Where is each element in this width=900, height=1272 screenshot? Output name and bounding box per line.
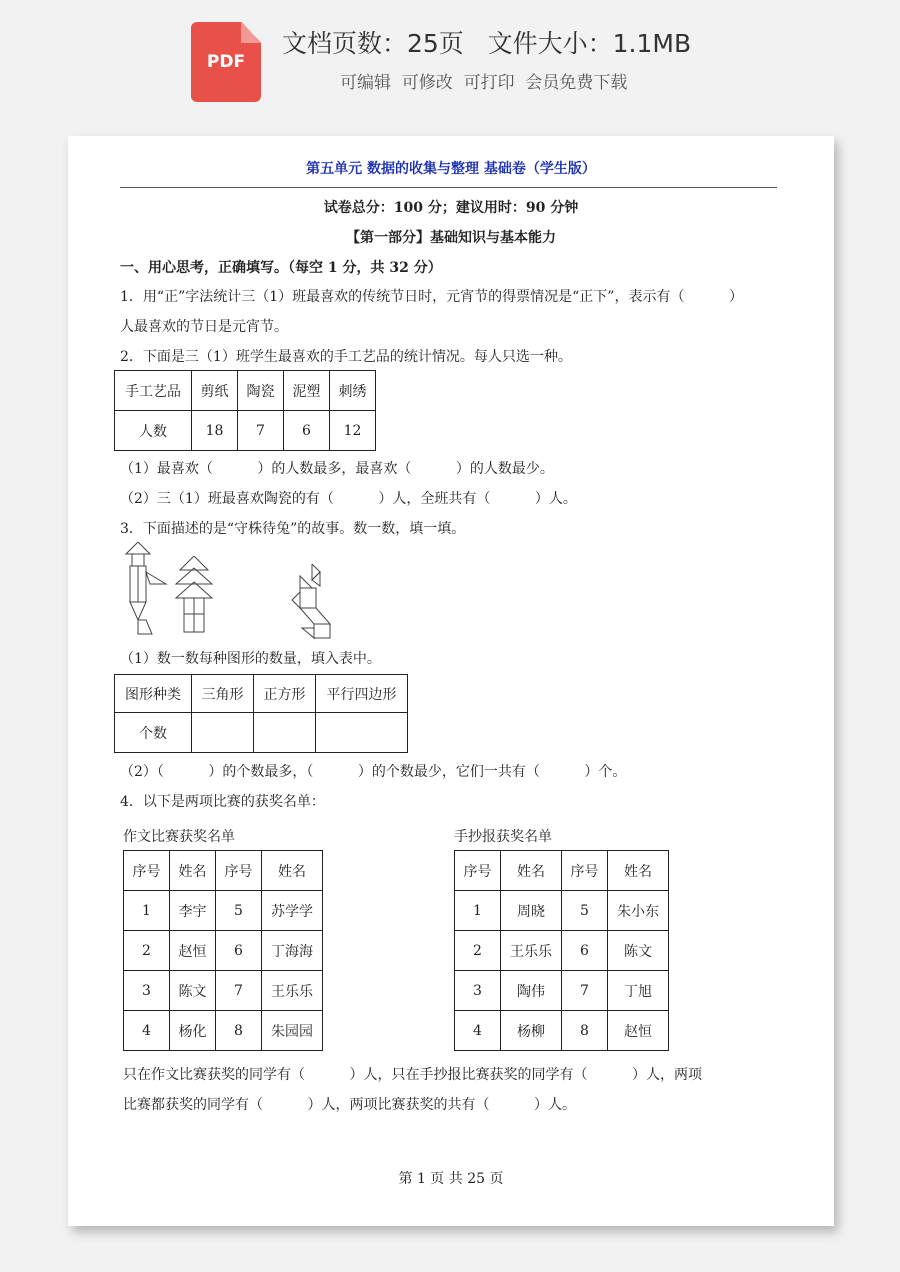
table-cell: 1: [124, 891, 170, 931]
table-cell: 陶伟: [501, 971, 562, 1011]
table-cell: 6: [284, 411, 330, 451]
table-cell: 6: [216, 931, 262, 971]
table-cell: 苏学学: [262, 891, 323, 931]
table-cell: 三角形: [192, 675, 254, 713]
answer-cell[interactable]: [254, 713, 316, 753]
table-cell: 杨柳: [501, 1011, 562, 1051]
table-cell: 手工艺品: [115, 371, 192, 411]
table-cell: 丁旭: [608, 971, 669, 1011]
table-cell: 泥塑: [284, 371, 330, 411]
table-cell: 姓名: [608, 851, 669, 891]
table-cell: 王乐乐: [262, 971, 323, 1011]
table-cell: 5: [562, 891, 608, 931]
table-cell: 6: [562, 931, 608, 971]
q4-text: 4．以下是两项比赛的获奖名单：: [120, 794, 325, 810]
q3-sub2: （2）（ ）的个数最多，（ ）的个数最少，它们一共有（ ）个。: [120, 764, 627, 780]
table-cell: 李宇: [170, 891, 216, 931]
doc-title: 第五单元 数据的收集与整理 基础卷（学生版）: [306, 161, 596, 177]
table-cell: 7: [562, 971, 608, 1011]
pdf-icon-label: PDF: [206, 52, 246, 72]
table-cell: 陶瓷: [238, 371, 284, 411]
exam-info: 试卷总分：100 分；建议用时：90 分钟: [323, 200, 579, 216]
answer-cell[interactable]: [192, 713, 254, 753]
table-cell: 赵恒: [170, 931, 216, 971]
crafts-table: [114, 370, 376, 451]
table-cell: 7: [216, 971, 262, 1011]
q2-sub2: （2）三（1）班最喜欢陶瓷的有（ ）人，全班共有（ ）人。: [120, 491, 577, 507]
table-cell: 7: [238, 411, 284, 451]
q1-line2: 人最喜欢的节日是元宵节。: [120, 319, 288, 335]
table-cell: 姓名: [262, 851, 323, 891]
table-cell: 人数: [115, 411, 192, 451]
table-cell: 平行四边形: [316, 675, 408, 713]
q3-text: 3．下面描述的是“守株待兔”的故事。数一数，填一填。: [120, 521, 466, 537]
table-cell: 姓名: [501, 851, 562, 891]
banner: [0, 0, 900, 120]
table-cell: 杨化: [170, 1011, 216, 1051]
table-cell: 2: [124, 931, 170, 971]
table-cell: 18: [192, 411, 238, 451]
doc-features-line: 可编辑 可修改 可打印 会员免费下载: [340, 73, 628, 93]
pdf-fold-corner: [241, 22, 261, 43]
title-rule: [120, 187, 777, 188]
handcopy-award-title: 手抄报获奖名单: [454, 829, 552, 845]
table-cell: 12: [330, 411, 376, 451]
shapes-table: [114, 674, 408, 753]
handcopy-award-table: [454, 850, 669, 1051]
table-cell: 朱园园: [262, 1011, 323, 1051]
table-cell: 剪纸: [192, 371, 238, 411]
table-cell: 姓名: [170, 851, 216, 891]
q3-sub1: （1）数一数每种图形的数量，填入表中。: [120, 651, 381, 667]
table-cell: 2: [455, 931, 501, 971]
table-cell: 陈文: [608, 931, 669, 971]
table-cell: 正方形: [254, 675, 316, 713]
q4-line1: 只在作文比赛获奖的同学有（ ）人，只在手抄报比赛获奖的同学有（ ）人，两项: [123, 1067, 703, 1083]
table-cell: 8: [216, 1011, 262, 1051]
table-cell: 陈文: [170, 971, 216, 1011]
table-cell: 5: [216, 891, 262, 931]
table-cell: 序号: [562, 851, 608, 891]
table-cell: 个数: [115, 713, 192, 753]
table-cell: 序号: [455, 851, 501, 891]
q4-line2: 比赛都获奖的同学有（ ）人，两项比赛获奖的共有（ ）人。: [123, 1097, 577, 1113]
part-heading: 【第一部分】基础知识与基本能力: [346, 230, 556, 246]
tangram-rabbit-figure: [290, 564, 336, 640]
table-cell: 王乐乐: [501, 931, 562, 971]
table-cell: 3: [455, 971, 501, 1011]
table-cell: 4: [455, 1011, 501, 1051]
document-page: [68, 136, 834, 1226]
table-cell: 刺绣: [330, 371, 376, 411]
table-cell: 赵恒: [608, 1011, 669, 1051]
section-heading: 一、用心思考，正确填写。（每空 1 分，共 32 分）: [120, 260, 442, 276]
table-cell: 丁海海: [262, 931, 323, 971]
q1-line1: 1．用“正”字法统计三（1）班最喜欢的传统节日时，元宵节的得票情况是“正下”，表示有（ ）: [120, 289, 743, 305]
page-footer: 第 1 页 共 25 页: [398, 1171, 504, 1187]
q2-text: 2．下面是三（1）班学生最喜欢的手工艺品的统计情况。每人只选一种。: [120, 349, 572, 365]
table-cell: 朱小东: [608, 891, 669, 931]
answer-cell[interactable]: [316, 713, 408, 753]
table-cell: 3: [124, 971, 170, 1011]
table-cell: 序号: [124, 851, 170, 891]
table-cell: 4: [124, 1011, 170, 1051]
q2-sub1: （1）最喜欢（ ）的人数最多，最喜欢（ ）的人数最少。: [120, 461, 554, 477]
doc-info-line: 文档页数：25页 文件大小：1.1MB: [282, 29, 692, 58]
table-cell: 图形种类: [115, 675, 192, 713]
essay-award-title: 作文比赛获奖名单: [123, 829, 235, 845]
table-cell: 1: [455, 891, 501, 931]
tangram-tree-figure: [174, 556, 214, 638]
table-cell: 8: [562, 1011, 608, 1051]
table-cell: 周晓: [501, 891, 562, 931]
table-cell: 序号: [216, 851, 262, 891]
essay-award-table: [123, 850, 323, 1051]
